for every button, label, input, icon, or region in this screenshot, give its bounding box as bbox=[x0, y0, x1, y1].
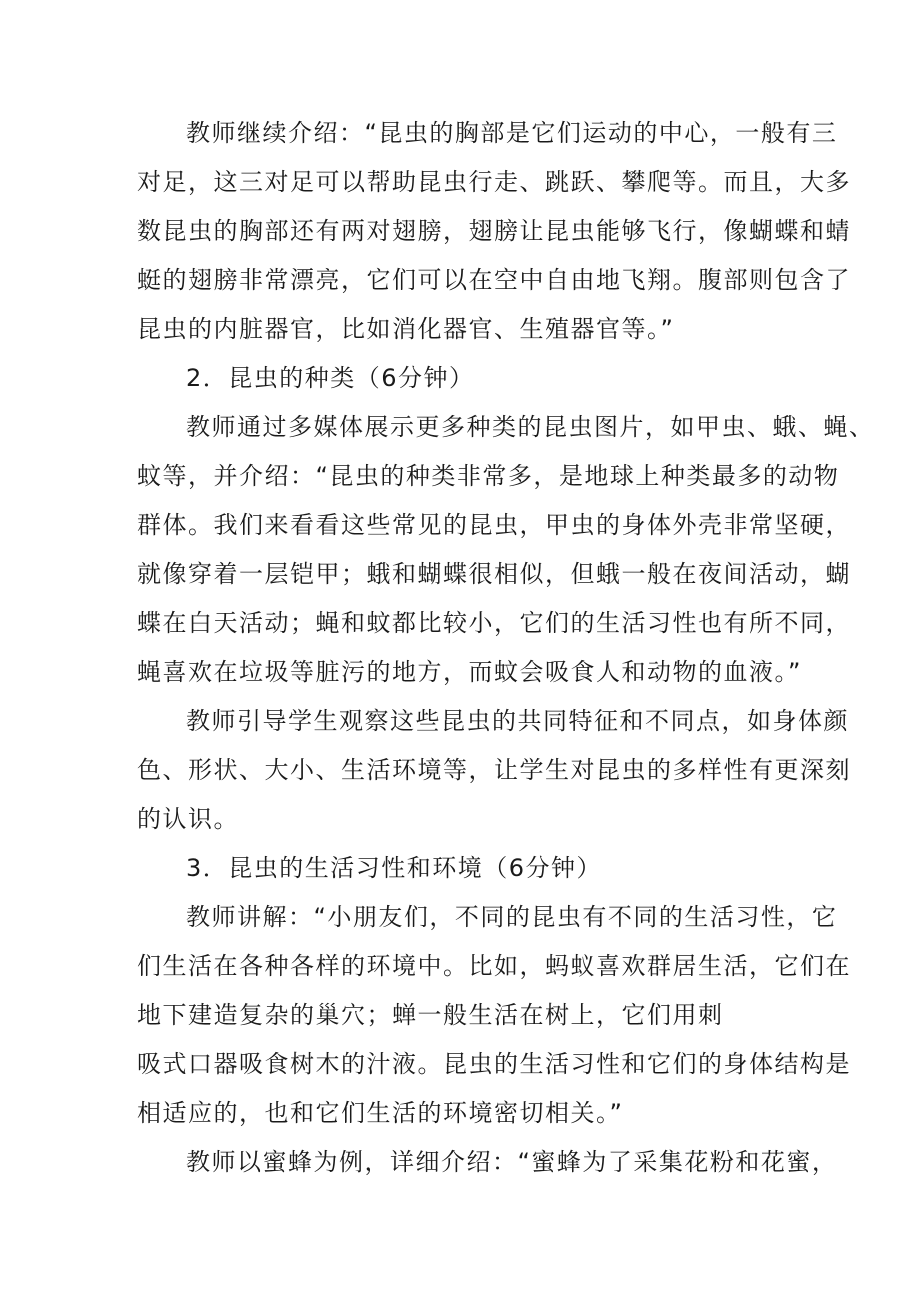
text-line: 群体。我们来看看这些常见的昆虫，甲虫的身体外壳非常坚硬， bbox=[137, 511, 851, 539]
text-line: 昆虫的内脏器官，比如消化器官、生殖器官等。” bbox=[137, 315, 675, 343]
section-heading: 2．昆虫的种类（6分钟） bbox=[186, 364, 475, 392]
text-line: 数昆虫的胸部还有两对翅膀，翅膀让昆虫能够飞行，像蝴蝶和蜻 bbox=[137, 217, 851, 245]
text-line: 的认识。 bbox=[137, 805, 239, 833]
text-line: 相适应的，也和它们生活的环境密切相关。” bbox=[137, 1099, 624, 1127]
text-line: 蜓的翅膀非常漂亮，它们可以在空中自由地飞翔。腹部则包含了 bbox=[137, 266, 851, 294]
text-line: 教师引导学生观察这些昆虫的共同特征和不同点，如身体颜 bbox=[186, 707, 849, 735]
text-line: 蝶在白天活动；蝇和蚊都比较小，它们的生活习性也有所不同， bbox=[137, 609, 851, 637]
text-line: 蝇喜欢在垃圾等脏污的地方，而蚊会吸食人和动物的血液。” bbox=[137, 658, 802, 686]
text-line: 教师以蜜蜂为例，详细介绍：“蜜蜂为了采集花粉和花蜜， bbox=[186, 1148, 838, 1176]
text-line: 蚊等，并介绍：“昆虫的种类非常多，是地球上种类最多的动物 bbox=[137, 462, 840, 490]
text-line: 吸式口器吸食树木的汁液。昆虫的生活习性和它们的身体结构是 bbox=[137, 1050, 851, 1078]
text-line: 教师通过多媒体展示更多种类的昆虫图片，如甲虫、蛾、蝇、 bbox=[186, 413, 875, 441]
text-line: 色、形状、大小、生活环境等，让学生对昆虫的多样性有更深刻 bbox=[137, 756, 851, 784]
text-line: 就像穿着一层铠甲；蛾和蝴蝶很相似，但蛾一般在夜间活动，蝴 bbox=[137, 560, 851, 588]
text-line: 对足，这三对足可以帮助昆虫行走、跳跃、攀爬等。而且，大多 bbox=[137, 168, 851, 196]
text-line: 们生活在各种各样的环境中。比如，蚂蚁喜欢群居生活，它们在 bbox=[137, 952, 851, 980]
text-line: 教师讲解：“小朋友们，不同的昆虫有不同的生活习性，它 bbox=[186, 903, 838, 931]
text-line: 地下建造复杂的巢穴；蝉一般生活在树上，它们用刺 bbox=[137, 1001, 724, 1029]
section-heading: 3．昆虫的生活习性和环境（6分钟） bbox=[186, 854, 603, 882]
text-line: 教师继续介绍：“昆虫的胸部是它们运动的中心，一般有三 bbox=[186, 119, 838, 147]
